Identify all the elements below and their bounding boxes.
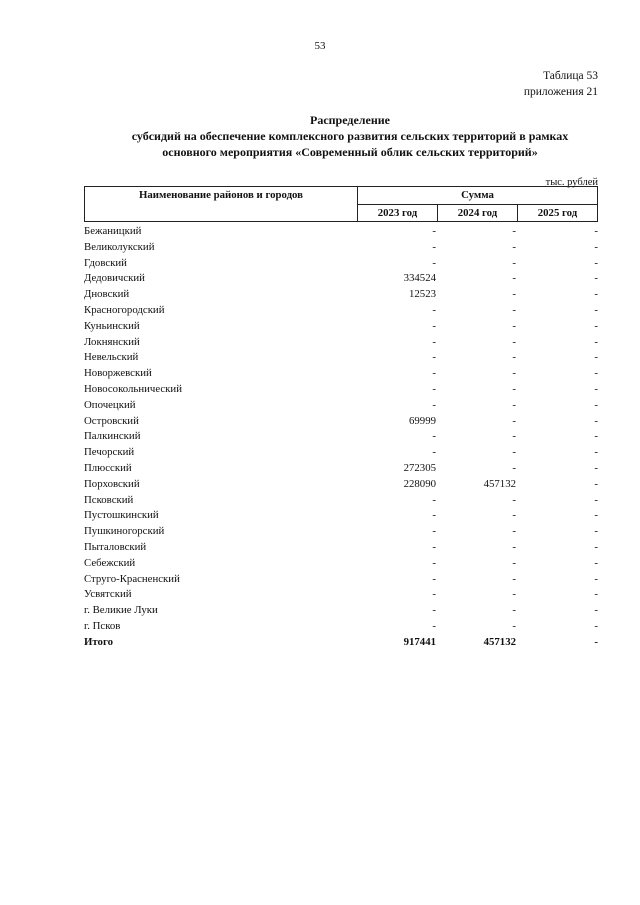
row-name: Опочецкий	[84, 398, 136, 411]
row-value-2025: -	[594, 335, 598, 348]
table-row	[84, 224, 604, 240]
row-value-2025: -	[594, 493, 598, 506]
row-value-2024: -	[512, 256, 516, 269]
row-value-2025: -	[594, 477, 598, 490]
row-value-2024: -	[512, 367, 516, 380]
row-value-2023: -	[432, 446, 436, 459]
row-name: Пушкиногорский	[84, 525, 165, 538]
row-name: Дновский	[84, 288, 130, 301]
table-reference-line1: Таблица 53	[543, 70, 598, 82]
row-value-2023: -	[432, 604, 436, 617]
unit-label: тыс. рублей	[545, 177, 598, 188]
row-name: Палкинский	[84, 430, 141, 443]
row-value-2023: -	[432, 556, 436, 569]
row-value-2023: 12523	[409, 288, 436, 301]
row-value-2024: -	[512, 272, 516, 285]
row-value-2024: -	[512, 446, 516, 459]
row-value-2023: 69999	[409, 414, 436, 427]
row-value-2024: -	[512, 572, 516, 585]
table-row	[84, 540, 604, 556]
table-row	[84, 256, 604, 272]
row-name: Невельский	[84, 351, 139, 364]
row-value-2025: -	[594, 509, 598, 522]
row-value-2025: -	[594, 540, 598, 553]
row-value-2025: -	[594, 604, 598, 617]
row-name: Куньинский	[84, 319, 140, 332]
table-row	[84, 524, 604, 540]
title-line2: субсидий на обеспечение комплексного развития сельских территорий в рамках	[131, 129, 569, 143]
table-row	[84, 572, 604, 588]
table-row	[84, 429, 604, 445]
header-year-2025: 2025 год	[517, 204, 598, 222]
table-row	[84, 287, 604, 303]
table-row	[84, 303, 604, 319]
row-value-2025: -	[594, 525, 598, 538]
row-name: Новосокольнический	[84, 382, 182, 395]
table-row	[84, 508, 604, 524]
row-value-2024: -	[512, 604, 516, 617]
document-title	[60, 112, 640, 160]
row-value-2024: -	[512, 382, 516, 395]
table-row	[84, 398, 604, 414]
row-value-2024: -	[512, 588, 516, 601]
row-name: Итого	[84, 635, 113, 648]
row-value-2024: -	[512, 225, 516, 237]
row-value-2023: 334524	[403, 272, 436, 285]
table-reference-line2: приложения 21	[523, 86, 598, 98]
row-value-2025: -	[594, 588, 598, 601]
row-name: Усвятский	[84, 588, 132, 601]
row-value-2024: -	[512, 509, 516, 522]
row-value-2023: -	[432, 509, 436, 522]
row-name: Локнянский	[84, 335, 140, 348]
row-value-2023: -	[432, 256, 436, 269]
row-value-2023: 917441	[403, 635, 436, 648]
row-value-2025: -	[594, 398, 598, 411]
row-value-2024: -	[512, 525, 516, 538]
row-value-2025: -	[594, 256, 598, 269]
row-value-2025: -	[594, 382, 598, 395]
row-value-2025: -	[594, 430, 598, 443]
row-value-2023: -	[432, 335, 436, 348]
total-row	[84, 635, 604, 651]
row-name: Плюсский	[84, 461, 132, 474]
title-line3: основного мероприятия «Современный облик сельских территорий»	[162, 145, 538, 159]
title-line1: Распределение	[309, 113, 391, 127]
table-row	[84, 477, 604, 493]
row-value-2023: -	[432, 588, 436, 601]
row-value-2025: -	[594, 303, 598, 316]
row-value-2024: -	[512, 335, 516, 348]
table-row	[84, 382, 604, 398]
row-value-2025: -	[594, 240, 598, 253]
row-name: Псковский	[84, 493, 134, 506]
row-value-2023: -	[432, 303, 436, 316]
row-value-2024: -	[512, 303, 516, 316]
row-value-2025: -	[594, 319, 598, 332]
table-row	[84, 240, 604, 256]
row-value-2023: -	[432, 382, 436, 395]
row-value-2024: -	[512, 540, 516, 553]
table-row	[84, 587, 604, 603]
table-row	[84, 335, 604, 351]
row-name: Дедовичский	[84, 272, 145, 285]
table-row	[84, 271, 604, 287]
table-row	[84, 319, 604, 335]
row-value-2024: 457132	[483, 635, 516, 648]
row-value-2024: -	[512, 414, 516, 427]
row-value-2024: -	[512, 240, 516, 253]
row-value-2024: -	[512, 430, 516, 443]
row-value-2025: -	[594, 414, 598, 427]
table-row	[84, 603, 604, 619]
table-row	[84, 445, 604, 461]
row-value-2023: -	[432, 525, 436, 538]
row-value-2025: -	[594, 556, 598, 569]
row-name: Струго-Красненский	[84, 572, 180, 585]
row-value-2023: -	[432, 367, 436, 380]
row-value-2024: -	[512, 461, 516, 474]
row-name: Красногородский	[84, 303, 165, 316]
row-name: Пустошкинский	[84, 509, 159, 522]
row-value-2023: 272305	[403, 461, 436, 474]
row-value-2023: -	[432, 351, 436, 364]
header-name-text: Наименование районов и городов	[138, 189, 304, 201]
row-value-2025: -	[594, 272, 598, 285]
row-value-2023: -	[432, 225, 436, 237]
row-value-2024: -	[512, 619, 516, 632]
row-name: Новоржевский	[84, 367, 152, 380]
row-value-2024: -	[512, 351, 516, 364]
row-value-2023: 228090	[403, 477, 436, 490]
header-name-cell	[84, 186, 358, 222]
row-value-2023: -	[432, 398, 436, 411]
header-sum-text: Сумма	[461, 189, 494, 201]
row-value-2023: -	[432, 430, 436, 443]
row-name: Пыталовский	[84, 540, 147, 553]
table-body	[84, 224, 604, 651]
row-value-2023: -	[432, 319, 436, 332]
table-row	[84, 366, 604, 382]
row-value-2024: -	[512, 319, 516, 332]
row-name: Великолукский	[84, 240, 155, 253]
row-name: Бежаницкий	[84, 225, 142, 237]
table-row	[84, 619, 604, 635]
table-row	[84, 350, 604, 366]
row-name: Гдовский	[84, 256, 127, 269]
table-reference	[524, 68, 598, 100]
row-name: Порховский	[84, 477, 140, 490]
row-value-2024: -	[512, 288, 516, 301]
row-value-2024: -	[512, 398, 516, 411]
row-value-2025: -	[594, 351, 598, 364]
row-value-2025: -	[594, 461, 598, 474]
row-value-2025: -	[594, 572, 598, 585]
row-value-2025: -	[594, 225, 598, 237]
row-value-2023: -	[432, 540, 436, 553]
table-row	[84, 493, 604, 509]
row-name: Печорский	[84, 446, 135, 459]
header-sum-cell	[357, 186, 598, 205]
header-year-2023: 2023 год	[357, 204, 438, 222]
row-value-2023: -	[432, 240, 436, 253]
row-value-2025: -	[594, 619, 598, 632]
page-number: 53	[314, 40, 326, 52]
table-row	[84, 461, 604, 477]
row-name: Островский	[84, 414, 139, 427]
row-value-2025: -	[594, 288, 598, 301]
row-value-2025: -	[594, 446, 598, 459]
row-value-2025: -	[594, 367, 598, 380]
row-name: г. Великие Луки	[84, 604, 158, 617]
row-value-2024: -	[512, 493, 516, 506]
row-value-2025: -	[594, 635, 598, 648]
row-value-2024: 457132	[483, 477, 516, 490]
row-name: г. Псков	[84, 619, 121, 632]
row-value-2023: -	[432, 619, 436, 632]
row-value-2023: -	[432, 572, 436, 585]
header-year-2024: 2024 год	[437, 204, 518, 222]
table-row	[84, 556, 604, 572]
table-row	[84, 414, 604, 430]
row-name: Себежский	[84, 556, 136, 569]
row-value-2024: -	[512, 556, 516, 569]
row-value-2023: -	[432, 493, 436, 506]
